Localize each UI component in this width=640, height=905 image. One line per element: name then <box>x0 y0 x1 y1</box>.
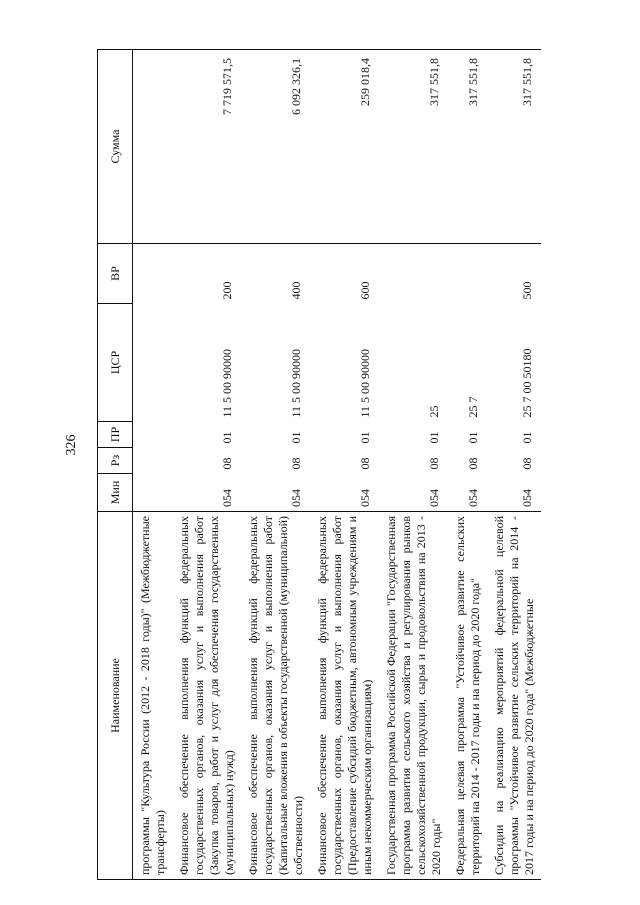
row-amount: 6 092 326,1 <box>241 50 310 244</box>
row-min: 054 <box>466 489 480 507</box>
row-vr: 500 <box>520 281 534 300</box>
page-number: 326 <box>64 434 79 456</box>
table-header-row <box>98 50 133 880</box>
row-vr <box>448 244 487 304</box>
table-row <box>448 50 487 880</box>
row-name: Федеральная целевая программа "Устойчивое развитие сельских территорий на 2014 - 2017 годы и на период до 2020 года" <box>448 512 487 880</box>
row-rz: 08 <box>520 457 534 470</box>
row-pr: 01 <box>220 431 234 444</box>
table-row <box>241 50 310 880</box>
row-name: Государственная программа Российской Федерации "Государственная программа развития сельского хозяйства и регулирования рынков сельскохозяйственной продукции, сырья и продовольствия на 2013 - 2020 годы" <box>379 512 448 880</box>
row-min: 054 <box>220 489 234 507</box>
row-csr: 11 5 00 90000 <box>289 348 303 418</box>
row-csr: 25 7 00 50180 <box>520 348 534 418</box>
row-pr: 01 <box>427 431 441 444</box>
row-min: 054 <box>358 489 372 507</box>
budget-table <box>97 49 541 880</box>
row-pr: 01 <box>520 431 534 444</box>
header-vr: ВР <box>98 244 133 304</box>
row-vr <box>379 244 448 304</box>
row-rz: 08 <box>220 457 234 470</box>
row-amount: 317 551,8 <box>448 50 487 244</box>
row-vr: 600 <box>358 281 372 300</box>
row-rz: 08 <box>427 457 441 470</box>
row-rz <box>133 448 173 474</box>
row-amount: 317 551,8 <box>487 50 541 244</box>
row-amount: 259 018,4 <box>310 50 379 244</box>
row-vr <box>133 244 173 304</box>
row-rz: 08 <box>466 457 480 470</box>
row-csr: 25 <box>427 405 441 418</box>
table-row <box>133 50 173 880</box>
table-row <box>310 50 379 880</box>
row-name: программы "Культура России (2012 - 2018 годы)" (Межбюджетные трансферты) <box>133 512 173 880</box>
row-csr: 11 5 00 90000 <box>220 348 234 418</box>
row-min: 054 <box>427 489 441 507</box>
row-name: Субсидии на реализацию мероприятий федеральной целевой программы "Устойчивое развитие сельских территорий на 2014 - 2017 годы и на период до 2020 года" (Межбюджетные <box>487 512 541 880</box>
header-pr: ПР <box>98 422 133 448</box>
header-min: Мин <box>98 474 133 512</box>
row-name: Финансовое обеспечение выполнения функций федеральных государственных органов, оказания услуг и выполнения работ (Предоставление субсидий бюджетным, автономным учреждениям и иным некоммерческим организациям) <box>310 512 379 880</box>
table-row <box>487 50 541 880</box>
row-pr <box>133 422 173 448</box>
header-name: Наименование <box>98 512 133 880</box>
row-csr: 25 7 <box>466 396 480 418</box>
header-rz: Рз <box>98 448 133 474</box>
row-amount: 7 719 571,5 <box>172 50 241 244</box>
row-vr: 400 <box>289 281 303 300</box>
header-csr: ЦСР <box>98 304 133 422</box>
row-min: 054 <box>289 489 303 507</box>
row-amount: 317 551,8 <box>379 50 448 244</box>
rotated-sheet <box>40 10 610 880</box>
row-csr <box>133 304 173 422</box>
row-name: Финансовое обеспечение выполнения функций федеральных государственных органов, оказания услуг и выполнения работ (Капитальные вложения в объекты государственной (муниципальной) собственности) <box>241 512 310 880</box>
table-row <box>172 50 241 880</box>
row-pr: 01 <box>466 431 480 444</box>
header-amount: Сумма <box>98 50 133 244</box>
row-pr: 01 <box>358 431 372 444</box>
row-min: 054 <box>520 489 534 507</box>
row-name: Финансовое обеспечение выполнения функций федеральных государственных органов, оказания услуг и выполнения работ (Закупка товаров, работ и услуг для обеспечения государственных (муниципальных) нужд) <box>172 512 241 880</box>
row-pr: 01 <box>289 431 303 444</box>
table-row <box>379 50 448 880</box>
row-min <box>133 474 173 512</box>
row-amount <box>133 50 173 244</box>
row-rz: 08 <box>358 457 372 470</box>
row-vr: 200 <box>220 281 234 300</box>
row-csr: 11 5 00 90000 <box>358 348 372 418</box>
row-rz: 08 <box>289 457 303 470</box>
